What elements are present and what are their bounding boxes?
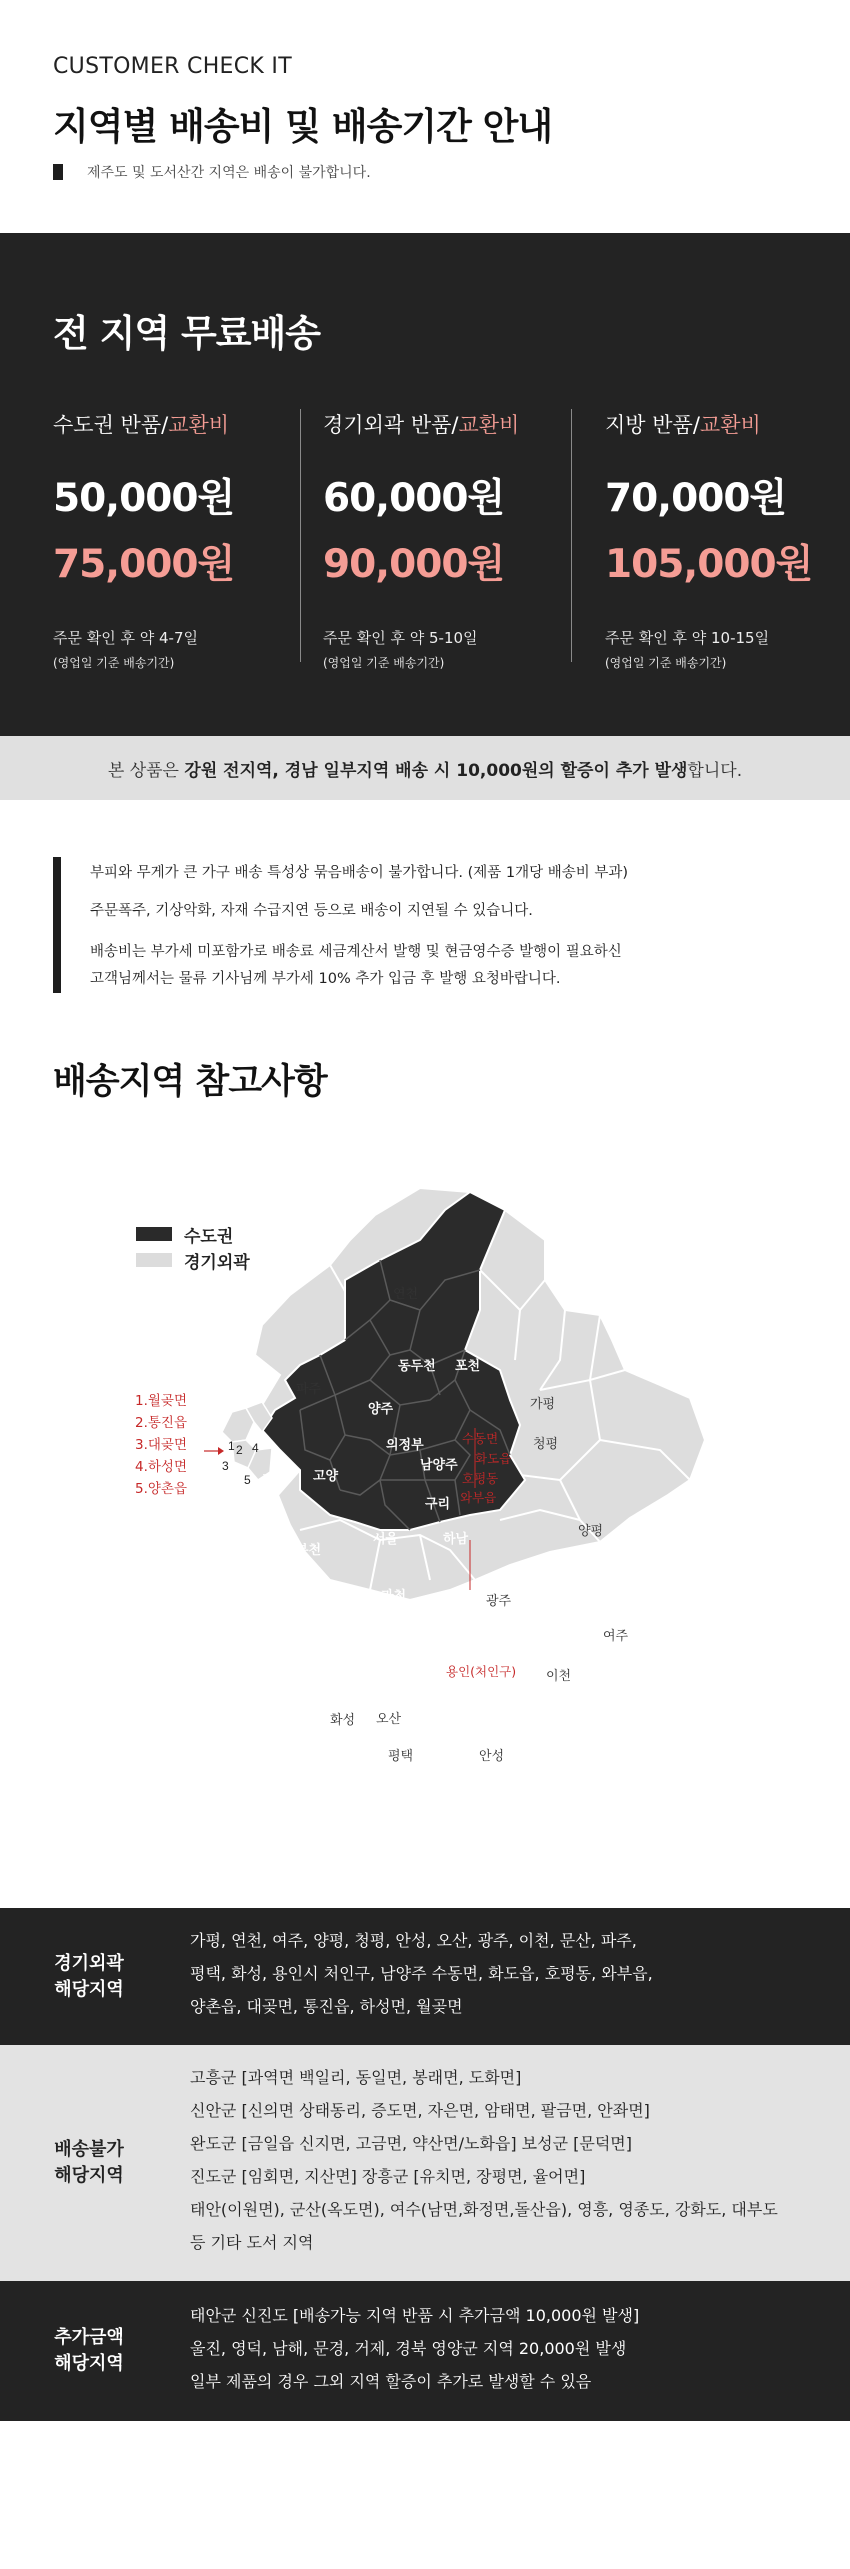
page-title: 지역별 배송비 및 배송기간 안내 xyxy=(53,105,553,148)
row-header-line: 배송불가 xyxy=(54,2139,124,2160)
fee-label xyxy=(53,409,234,439)
map-label-gwangmyeong: 광명 xyxy=(320,1584,346,1599)
map-label-gimpo: 김포 xyxy=(262,1473,288,1488)
map-label-icheon: 이천 xyxy=(546,1669,572,1684)
delivery-period: 주문 확인 후 약 4-7일 xyxy=(53,629,199,647)
notes-accent-bar xyxy=(53,857,61,993)
delivery-period: 주문 확인 후 약 5-10일 xyxy=(323,629,478,647)
fee-label-main: 경기외곽 반품/ xyxy=(323,413,459,437)
note-line: 부피와 무게가 큰 가구 배송 특성상 묶음배송이 불가합니다. (제품 1개당 배송비 부과) xyxy=(90,865,629,881)
map-label-incheon: 인천 xyxy=(265,1525,291,1540)
map-label-seongnam: 성남 xyxy=(433,1593,459,1608)
map-label-uijeongbu: 의정부 xyxy=(386,1438,424,1453)
area-item: 1.월곶면 xyxy=(135,1393,188,1409)
map-label-hanam: 하남 xyxy=(443,1532,469,1547)
exchange-price: 105,000원 xyxy=(605,542,813,587)
map-label-hwaseong: 화성 xyxy=(330,1713,356,1728)
map-label-uiwang: 의왕 xyxy=(374,1623,400,1638)
pointer-arrow-icon xyxy=(218,1447,224,1455)
map-label-osan: 오산 xyxy=(376,1712,402,1727)
row-header-line: 해당지역 xyxy=(54,1978,124,2000)
map-label-gwacheon: 과천 xyxy=(381,1589,407,1604)
fee-column-outer xyxy=(323,409,519,671)
row-line: 태안(이원면), 군산(옥도면), 여수(남면,화정면,돌산읍), 영흥, 영종도, 강화도, 대부도 xyxy=(190,2200,778,2219)
note-line: 고객님께서는 물류 기사님께 부가세 10% 추가 입금 후 발행 요청바랍니다. xyxy=(90,971,561,987)
free-shipping-panel xyxy=(0,233,850,736)
map-label-bucheon: 부천 xyxy=(296,1543,322,1558)
fee-label-accent: 교환비 xyxy=(699,413,761,437)
row-line: 울진, 영덕, 남해, 문경, 거제, 경북 영양군 지역 20,000원 발생 xyxy=(190,2339,627,2358)
row-line: 신안군 [신의면 상태동리, 증도면, 자은면, 암태면, 팔금면, 안좌면] xyxy=(190,2101,650,2120)
return-price: 60,000원 xyxy=(323,476,505,521)
map-label-yeoncheon: 연천 xyxy=(393,1287,419,1302)
legend-label: 수도권 xyxy=(184,1226,234,1247)
map-label-yeoju: 여주 xyxy=(603,1629,629,1644)
map-label-anseong: 안성 xyxy=(479,1749,505,1764)
map-label-yangpyeong: 양평 xyxy=(578,1524,604,1539)
delivery-period-note: (영업일 기준 배송기간) xyxy=(605,656,727,670)
fee-label-main: 수도권 반품/ xyxy=(53,413,169,437)
row-line: 등 기타 도서 지역 xyxy=(190,2233,314,2252)
surcharge-suffix: 합니다. xyxy=(687,760,743,781)
map-label-gapyeong: 가평 xyxy=(530,1397,556,1412)
map-label-sudong: 수동면 xyxy=(462,1431,499,1446)
fee-label xyxy=(605,409,812,439)
row-line: 가평, 연천, 여주, 양평, 청평, 안성, 오산, 광주, 이천, 문산, 파주, xyxy=(190,1931,637,1950)
row-line: 양촌읍, 대곶면, 통진읍, 하성면, 월곶면 xyxy=(190,1997,463,2016)
map-label-dongducheon: 동두천 xyxy=(398,1359,436,1374)
map-label-gunpo: 군포 xyxy=(340,1627,366,1642)
table-row-undeliverable xyxy=(0,2045,850,2281)
legend-label: 경기외곽 xyxy=(184,1252,250,1273)
row-line: 고흥군 [과역면 백일리, 동일면, 봉래면, 도화면] xyxy=(190,2068,522,2087)
map-label-gwangju: 광주 xyxy=(486,1594,512,1609)
row-header xyxy=(0,1908,178,2045)
map-label-namyangju: 남양주 xyxy=(420,1458,458,1473)
row-line: 평택, 화성, 용인시 처인구, 남양주 수동면, 화도읍, 호평동, 와부읍, xyxy=(190,1964,653,1983)
map-label-yongin-cheoin: 용인(처인구) xyxy=(446,1664,517,1679)
area-item: 3.대곶면 xyxy=(135,1437,188,1453)
fee-label-accent: 교환비 xyxy=(168,413,230,437)
map-label-ansan: 안산 xyxy=(315,1645,341,1660)
row-header-line: 추가금액 xyxy=(54,2327,124,2348)
delivery-period: 주문 확인 후 약 10-15일 xyxy=(605,629,770,647)
map-label-yangju: 양주 xyxy=(368,1402,394,1417)
row-header xyxy=(0,2045,178,2281)
area-item: 2.통진읍 xyxy=(135,1415,188,1431)
map-num-label: 1 xyxy=(228,1439,235,1453)
map-label-anyang: 안양 xyxy=(350,1601,376,1616)
section-title: 배송지역 참고사항 xyxy=(53,1062,327,1102)
free-shipping-heading: 전 지역 무료배송 xyxy=(53,312,320,355)
shipping-notes xyxy=(53,857,813,993)
row-line: 진도군 [임회면, 지산면] 장흥군 [유치면, 장평면, 율어면] xyxy=(190,2167,586,2186)
delivery-region-map xyxy=(0,1150,850,1850)
page-header xyxy=(0,0,850,233)
note-line: 주문폭주, 기상악화, 자재 수급지연 등으로 배송이 지연될 수 있습니다. xyxy=(90,903,533,919)
bullet-square-icon xyxy=(53,164,63,180)
row-line: 완도군 [금일읍 신지면, 고금면, 약산면/노화읍] 보성군 [문덕면] xyxy=(190,2134,632,2153)
delivery-period-note: (영업일 기준 배송기간) xyxy=(323,656,445,670)
map-num-label: 5 xyxy=(244,1473,251,1487)
exchange-price: 90,000원 xyxy=(323,542,505,587)
surcharge-bold: 강원 전지역, 경남 일부지역 배송 시 10,000원의 할증이 추가 발생 xyxy=(184,760,688,781)
map-label-paju: 파주 xyxy=(296,1382,322,1397)
map-label-goyang: 고양 xyxy=(313,1469,339,1484)
map-label-pyeongtaek: 평택 xyxy=(388,1749,414,1764)
map-label-yongin: 용인 xyxy=(410,1644,436,1659)
fee-label xyxy=(323,409,519,439)
fee-label-accent: 교환비 xyxy=(458,413,520,437)
region-info-table xyxy=(0,1908,850,2421)
header-note xyxy=(53,162,371,182)
row-body xyxy=(190,1924,653,2023)
eyebrow-text: CUSTOMER CHECK IT xyxy=(53,54,292,79)
table-row-surcharge xyxy=(0,2281,850,2421)
row-header-line: 해당지역 xyxy=(54,2165,124,2186)
area-item: 5.양촌읍 xyxy=(135,1481,188,1497)
return-price: 50,000원 xyxy=(53,476,235,521)
row-header xyxy=(0,2281,178,2421)
map-label-suwon: 수원 xyxy=(362,1667,388,1682)
surcharge-notice xyxy=(0,736,850,800)
row-line: 태안군 신진도 [배송가능 지역 반품 시 추가금액 10,000원 발생] xyxy=(190,2306,640,2325)
exchange-price: 75,000원 xyxy=(53,542,235,587)
map-label-wabu: 와부읍 xyxy=(460,1490,497,1505)
map-label-seoul: 서울 xyxy=(373,1532,399,1547)
map-label-siheung: 시흥 xyxy=(297,1611,323,1626)
header-note-text: 제주도 및 도서산간 지역은 배송이 불가합니다. xyxy=(87,165,371,181)
row-header-line: 해당지역 xyxy=(54,2353,124,2374)
note-line: 배송비는 부가세 미포함가로 배송료 세금계산서 발행 및 현금영수증 발행이 필요하신 xyxy=(90,944,622,960)
map-num-label: 4 xyxy=(252,1441,259,1455)
fee-label-main: 지방 반품/ xyxy=(605,413,700,437)
return-price: 70,000원 xyxy=(605,476,787,521)
column-divider xyxy=(571,409,572,662)
map-label-guri: 구리 xyxy=(425,1497,451,1512)
area-item: 4.하성면 xyxy=(135,1459,188,1475)
column-divider xyxy=(300,409,301,662)
map-label-cheongpyeong: 청평 xyxy=(533,1437,559,1452)
row-header-line: 경기외곽 xyxy=(54,1952,124,1974)
row-line: 일부 제품의 경우 그외 지역 할증이 추가로 발생할 수 있음 xyxy=(190,2372,592,2391)
fee-column-province xyxy=(605,409,812,671)
gyeonggi-map-svg xyxy=(0,1150,850,1850)
map-label-hopyeong: 호평동 xyxy=(462,1471,499,1486)
map-num-label: 2 xyxy=(236,1443,243,1457)
map-label-pocheon: 포천 xyxy=(455,1359,481,1374)
table-row-outer-area xyxy=(0,1908,850,2045)
map-label-hwado: 화도읍 xyxy=(475,1451,512,1466)
surcharge-prefix: 본 상품은 xyxy=(107,760,179,781)
row-body xyxy=(190,2061,778,2259)
map-num-label: 3 xyxy=(222,1459,229,1473)
row-body xyxy=(190,2299,639,2398)
fee-column-metro xyxy=(53,409,234,671)
delivery-period-note: (영업일 기준 배송기간) xyxy=(53,656,175,670)
